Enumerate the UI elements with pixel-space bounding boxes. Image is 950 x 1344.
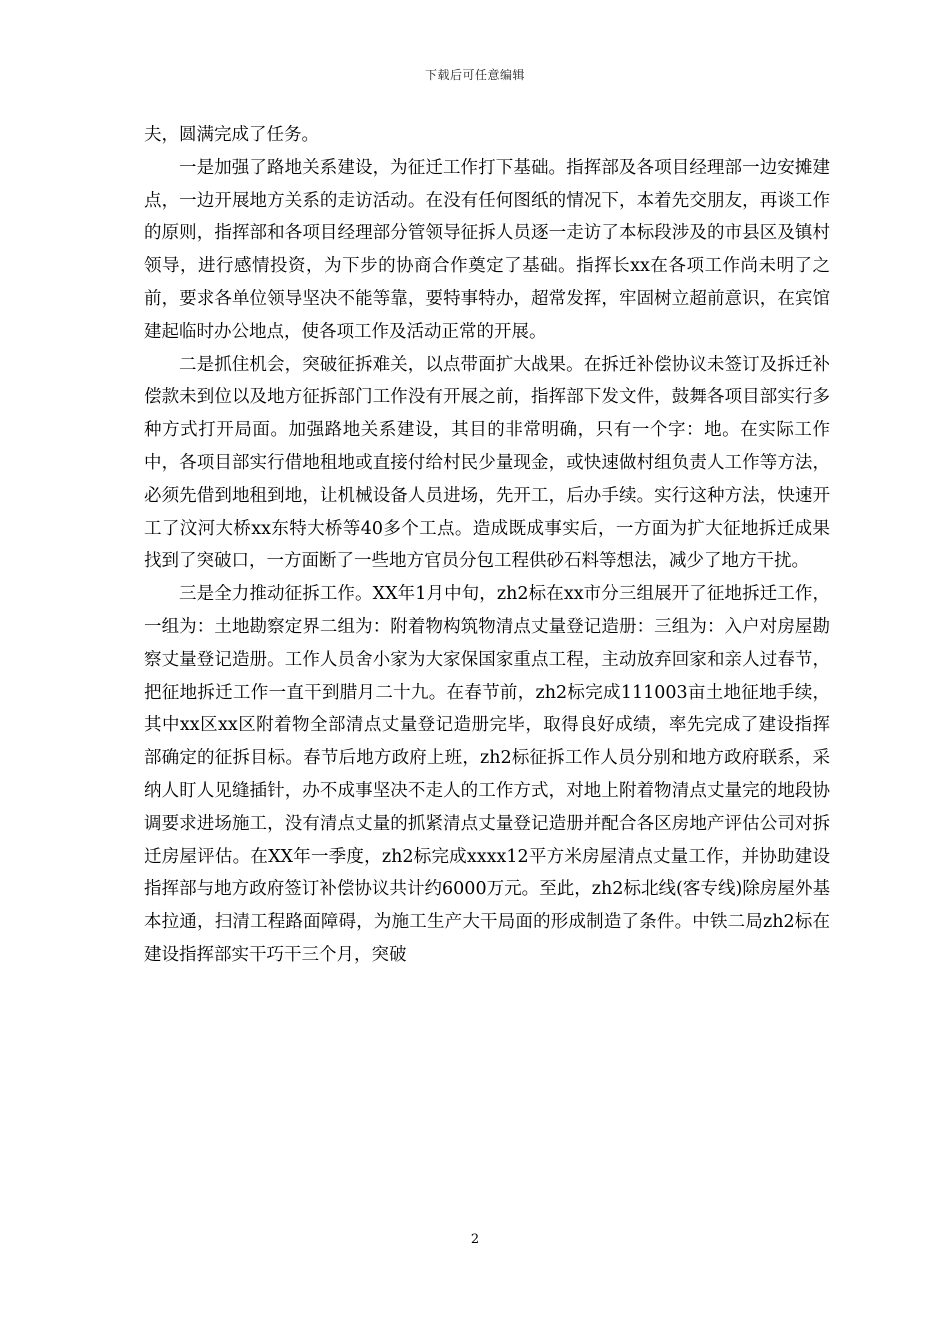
document-body bbox=[144, 119, 830, 972]
page-number: 2 bbox=[470, 1232, 480, 1247]
paragraph-continuation: 夫，圆满完成了任务。 bbox=[144, 125, 319, 145]
page-header-note: 下载后可任意编辑 bbox=[424, 68, 525, 82]
paragraph-three: 三是全力推动征拆工作。XX年1月中旬，zh2标在xx市分三组展开了征地拆迁工作，一组为：土地勘察定界二组为：附着物构筑物清点丈量登记造册：三组为：入户对房屋勘察丈量登记造册。工作人员舍小家为大家保国家重点工程，主动放弃回家和亲人过春节，把征地拆迁工作一直干到腊月二十九。在春节前，zh2标完成111003亩土地征地手续，其中xx区xx区附着物全部清点丈量登记造册完毕，取得良好成绩，率先完成了建设指挥部确定的征拆目标。春节后地方政府上班，zh2标征拆工作人员分别和地方政府联系，采纳人盯人见缝插针，办不成事坚决不走人的工作方式，对地上附着物清点丈量完的地段协调要求进场施工，没有清点丈量的抓紧清点丈量登记造册并配合各区房地产评估公司对拆迁房屋评估。在XX年一季度，zh2标完成xxxx12平方米房屋清点丈量工作，并协助建设指挥部与地方政府签订补偿协议共计约6000万元。至此，zh2标北线(客专线)除房屋外基本拉通，扫清工程路面障碍，为施工生产大干局面的形成制造了条件。中铁二局zh2标在建设指挥部实干巧干三个月，突破 bbox=[144, 584, 830, 965]
paragraph-two: 二是抓住机会，突破征拆难关，以点带面扩大战果。在拆迁补偿协议未签订及拆迁补偿款未到位以及地方征拆部门工作没有开展之前，指挥部下发文件，鼓舞各项目部实行多种方式打开局面。加强路地关系建设，其目的非常明确，只有一个字：地。在实际工作中，各项目部实行借地租地或直接付给村民少量现金，或快速做村组负责人工作等方法，必须先借到地租到地，让机械设备人员进场，先开工，后办手续。实行这种方法，快速开工了汶河大桥xx东特大桥等40多个工点。造成既成事实后，一方面为扩大征地拆迁成果找到了突破口，一方面断了一些地方官员分包工程供砂石料等想法，减少了地方干扰。 bbox=[144, 354, 830, 572]
paragraph-one: 一是加强了路地关系建设，为征迁工作打下基础。指挥部及各项目经理部一边安摊建点，一边开展地方关系的走访活动。在没有任何图纸的情况下，本着先交朋友，再谈工作的原则，指挥部和各项目经理部分管领导征拆人员逐一走访了本标段涉及的市县区及镇村领导，进行感情投资，为下步的协商合作奠定了基础。指挥长xx在各项工作尚未明了之前，要求各单位领导坚决不能等靠，要特事特办，超常发挥，牢固树立超前意识，在宾馆建起临时办公地点，使各项工作及活动正常的开展。 bbox=[144, 157, 830, 342]
